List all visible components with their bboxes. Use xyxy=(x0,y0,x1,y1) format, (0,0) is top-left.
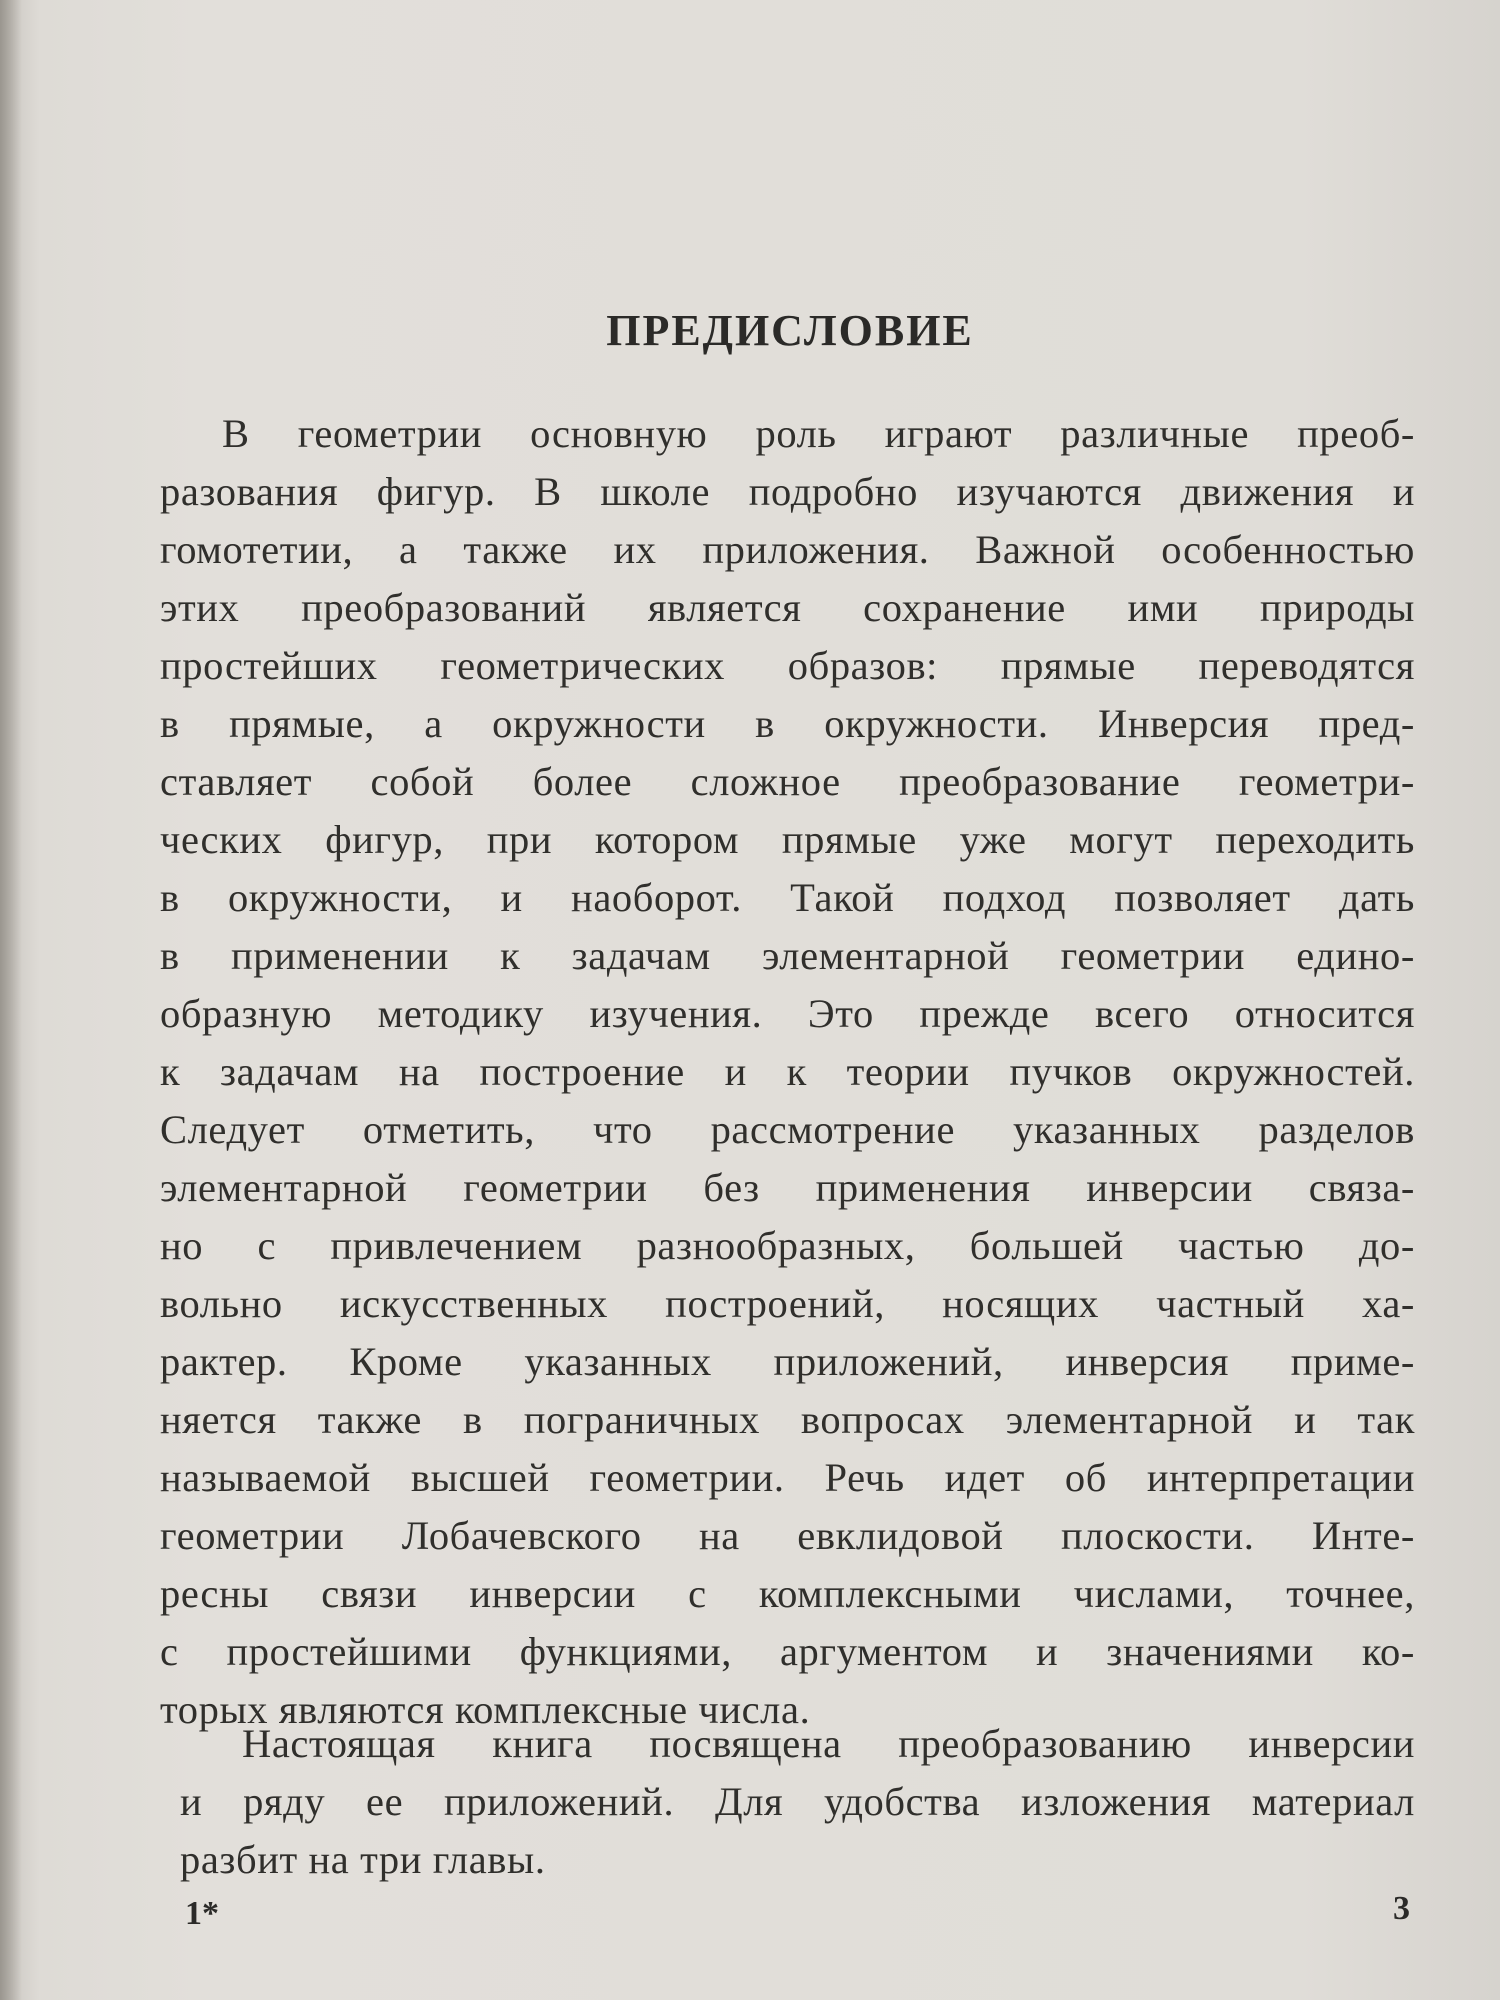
text-line: называемой высшей геометрии. Речь идет об интерпретации xyxy=(160,1455,1415,1500)
text-line: вольно искусственных построений, носящих частный ха- xyxy=(160,1281,1415,1326)
text-line: в применении к задачам элементарной геометрии едино- xyxy=(160,933,1415,978)
page-number: 3 xyxy=(1393,1890,1410,1927)
text-line: торых являются комплексные числа. xyxy=(160,1687,811,1732)
text-line: геометрии Лобачевского на евклидовой плоскости. Инте- xyxy=(160,1513,1415,1558)
page-heading: ПРЕДИСЛОВИЕ xyxy=(606,306,974,355)
paragraph-2 xyxy=(180,1715,1415,1889)
text-line: в прямые, а окружности в окружности. Инверсия пред- xyxy=(160,701,1415,746)
text-line: разования фигур. В школе подробно изучаются движения и xyxy=(160,469,1415,514)
text-line: ставляет собой более сложное преобразование геометри- xyxy=(160,759,1415,804)
text-line: к задачам на построение и к теории пучков окружностей. xyxy=(160,1049,1415,1094)
signature-mark: 1* xyxy=(185,1895,219,1932)
text-line: и ряду ее приложений. Для удобства изложения материал xyxy=(180,1779,1415,1824)
text-line: рактер. Кроме указанных приложений, инверсия приме- xyxy=(160,1339,1415,1384)
text-line: разбит на три главы. xyxy=(180,1837,546,1882)
text-line: простейших геометрических образов: прямые переводятся xyxy=(160,643,1415,688)
text-line: ческих фигур, при котором прямые уже могут переходить xyxy=(160,817,1415,862)
text-line: ресны связи инверсии с комплексными числами, точнее, xyxy=(160,1571,1415,1616)
text-line: в окружности, и наоборот. Такой подход позволяет дать xyxy=(160,875,1415,920)
text-line: с простейшими функциями, аргументом и значениями ко- xyxy=(160,1629,1415,1674)
text-line: этих преобразований является сохранение ими природы xyxy=(160,585,1415,630)
text-line: няется также в пограничных вопросах элементарной и так xyxy=(160,1397,1415,1442)
text-line: Настоящая книга посвящена преобразованию инверсии xyxy=(242,1721,1415,1766)
text-line: гомотетии, а также их приложения. Важной особенностью xyxy=(160,527,1415,572)
text-line: но с привлечением разнообразных, большей частью до- xyxy=(160,1223,1415,1268)
text-line: элементарной геометрии без применения инверсии связа- xyxy=(160,1165,1415,1210)
text-line: В геометрии основную роль играют различные преоб- xyxy=(222,411,1415,456)
text-line: образную методику изучения. Это прежде всего относится xyxy=(160,991,1415,1036)
spine-shadow xyxy=(0,0,22,2000)
paragraph-1 xyxy=(160,405,1415,1739)
text-line: Следует отметить, что рассмотрение указанных разделов xyxy=(160,1107,1415,1152)
